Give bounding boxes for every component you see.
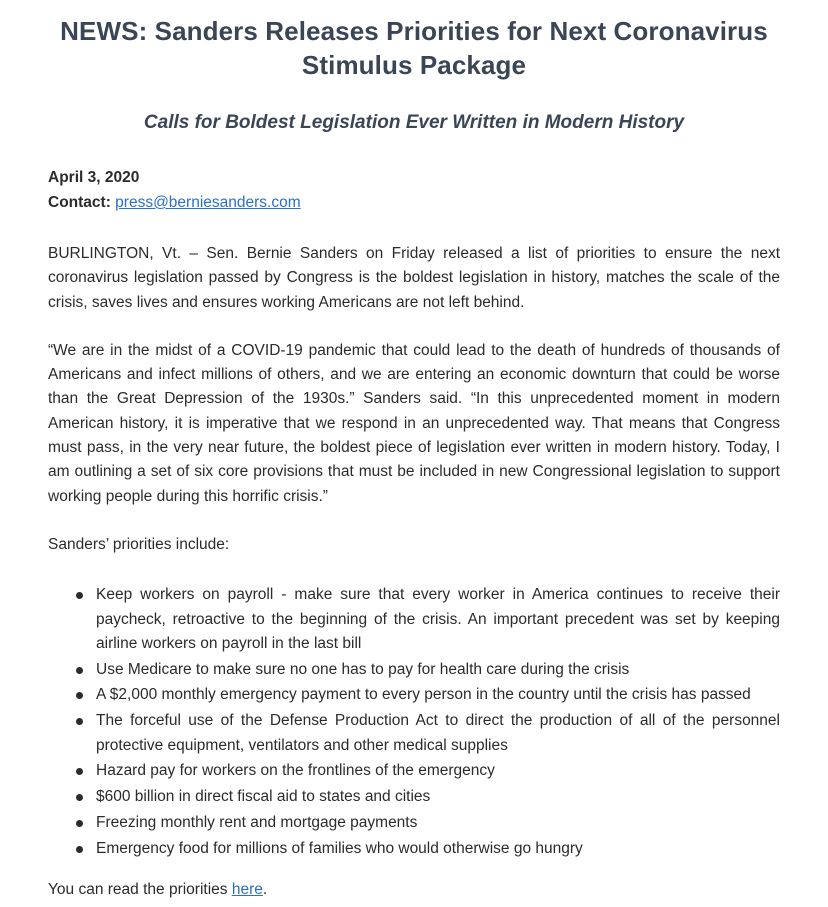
- list-item-text: A $2,000 monthly emergency payment to every person in the country until the crisis has passed: [96, 686, 751, 704]
- list-item: [48, 785, 780, 809]
- bullet-icon: [76, 820, 83, 827]
- subheadline: Calls for Boldest Legislation Ever Written in Modern History: [143, 112, 685, 133]
- bullet-icon: [76, 718, 83, 725]
- list-item-text: Freezing monthly rent and mortgage payments: [96, 813, 418, 831]
- headline: NEWS: Sanders Releases Priorities for Next Coronavirus Stimulus Package: [60, 16, 768, 80]
- list-item-text: $600 billion in direct fiscal aid to states and cities: [96, 788, 431, 806]
- contact-line: [48, 190, 780, 215]
- quote-paragraph: “We are in the midst of a COVID-19 pandemic that could lead to the death of hundreds of thousands of Americans and infect millions of others, and we are entering an economic downturn that could be worse than the Great Depression of the 1930s.” Sanders said. “In this unprecedented moment in modern American history, it is imperative that we respond in an unprecedented way. That means that Congress must pass, in the very near future, the boldest piece of legislation ever written in modern history. Today, I am outlining a set of six core provisions that must be included in new Congressional legislation to support working people during this horrific crisis.”: [48, 341, 780, 505]
- contact-email-link[interactable]: press@berniesanders.com: [115, 194, 301, 211]
- list-item-text: Emergency food for millions of families who would otherwise go hungry: [96, 839, 583, 857]
- bullet-icon: [76, 794, 83, 801]
- priorities-intro: Sanders’ priorities include:: [48, 535, 230, 553]
- list-item: [48, 709, 780, 758]
- list-item: [48, 583, 780, 656]
- footer-line: [48, 878, 780, 902]
- list-item: [48, 658, 780, 682]
- priorities-list: [48, 583, 780, 861]
- list-item-text: Hazard pay for workers on the frontlines of the emergency: [96, 762, 495, 780]
- list-item: [48, 837, 780, 861]
- footer-suffix: .: [262, 881, 268, 899]
- list-item-text: Use Medicare to make sure no one has to pay for health care during the crisis: [96, 660, 630, 678]
- bullet-icon: [76, 592, 83, 599]
- bullet-icon: [76, 667, 83, 674]
- press-release-page: [0, 14, 828, 907]
- list-item: [48, 759, 780, 783]
- release-date: April 3, 2020: [48, 169, 140, 186]
- list-item: [48, 811, 780, 835]
- priorities-here-link[interactable]: here: [231, 881, 263, 899]
- bullet-icon: [76, 768, 83, 775]
- footer-prefix: You can read the priorities: [48, 881, 232, 899]
- list-item: [48, 683, 780, 707]
- contact-label: Contact:: [48, 194, 111, 211]
- intro-paragraph: BURLINGTON, Vt. – Sen. Bernie Sanders on Friday released a list of priorities to ensure the next coronavirus legislation passed by Congress is the boldest legislation in history, matches the scale of the crisis, saves lives and ensures working Americans are not left behind.: [48, 245, 780, 311]
- bullet-icon: [76, 846, 83, 853]
- release-meta: [48, 165, 780, 215]
- bullet-icon: [76, 692, 83, 699]
- list-item-text: The forceful use of the Defense Production Act to direct the production of all of the personnel protective equipment, ventilators and other medical supplies: [96, 712, 780, 754]
- list-item-text: Keep workers on payroll - make sure that every worker in America continues to receive their paycheck, retroactive to the beginning of the crisis. An important precedent was set by keeping airline workers on payroll in the last bill: [96, 586, 780, 652]
